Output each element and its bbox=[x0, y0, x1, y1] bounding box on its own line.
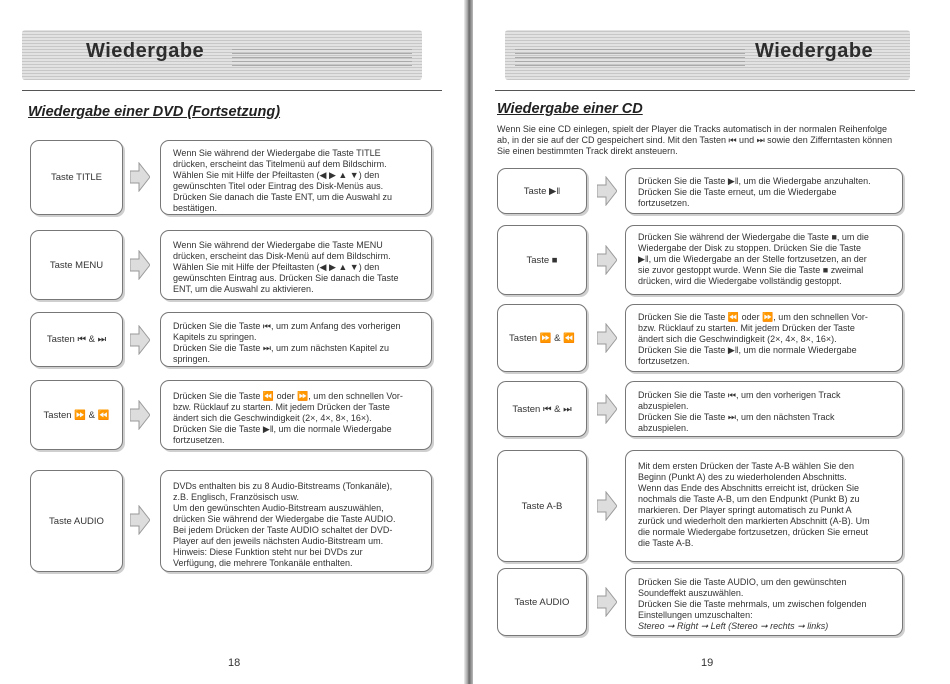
description-text: Mit dem ersten Drücken der Taste A-B wählen Sie den Beginn (Punkt A) des zu wiederholenden Abschnitts. Wenn das Ende des Abschnitts erreicht ist, drücken Sie nochmals die Taste A-B, um den Endpunkt (Punkt B) zu markieren. Der Player springt automatisch zu Punkt A zurück und wiederholt den markierten Abschnitt (A-B). Um die normale Wiedergabe fortzusetzen, drücken Sie erneut die Taste A-B. bbox=[638, 461, 870, 548]
description-text: Drücken Sie die Taste ▶‖, um die Wiedergabe anzuhalten. Drücken Sie die Taste erneut, um die Wiedergabe fortzusetzen. bbox=[638, 176, 871, 208]
description-box bbox=[160, 470, 432, 572]
key-label-play-pause: Taste ▶‖ bbox=[497, 168, 587, 214]
description-text: Wenn Sie während der Wiedergabe die Taste MENU drücken, erscheint das Disk-Menü auf dem Bildschirm. Wählen Sie mit Hilfe der Pfeiltasten (◀ ▶ ▲ ▼) den gewünschten Eintrag aus. Drücken Sie danach die Taste ENT, um die Auswahl zu aktivieren. bbox=[173, 240, 399, 294]
description-text: Wenn Sie während der Wiedergabe die Taste TITLE drücken, erscheint das Titelmenü auf dem Bildschirm. Wählen Sie mit Hilfe der Pfeiltasten (◀ ▶ ▲ ▼) den gewünschten Titel oder Eintrag des Disk-Menüs aus. Drücken Sie danach die Taste ENT, um die Auswahl zu bestätigen. bbox=[173, 148, 392, 213]
right-page bbox=[475, 0, 950, 684]
intro-text: Wenn Sie eine CD einlegen, spielt der Player die Tracks automatisch in der normalen Reihenfolge ab, in der sie auf der CD gespeichert sind. Mit den Tasten ⏮ und ⏭ sowie den Zifferntasten können Sie einen bestimmten Track direkt ansteuern. bbox=[497, 124, 893, 156]
key-label-stop: Taste ■ bbox=[497, 225, 587, 295]
description-text: DVDs enthalten bis zu 8 Audio-Bitstreams (Tonkanäle), z.B. Englisch, Französisch usw. Um den gewünschten Audio-Bitstream auszuwählen, drücken Sie während der Wiedergabe die Taste AUDIO. Bei jedem Drücken der Taste AUDIO schaltet der DVD- Player auf den jeweils nächsten Audio-Bitstream um. Hinweis: Diese Funktion steht nur bei DVDs zur Verfügung, die mehrere Tonkanäle enthalten. bbox=[173, 481, 396, 568]
arrow-right-icon bbox=[597, 245, 617, 275]
banner-decoration bbox=[232, 46, 412, 66]
book-spine bbox=[464, 0, 473, 684]
key-label-skip: Tasten ⏮ & ⏭ bbox=[497, 381, 587, 437]
arrow-right-icon bbox=[597, 394, 617, 424]
description-box bbox=[160, 312, 432, 367]
arrow-right-icon bbox=[597, 176, 617, 206]
arrow-right-icon bbox=[597, 491, 617, 521]
description-text: Drücken Sie während der Wiedergabe die Taste ■, um die Wiedergabe der Disk zu stoppen. Drücken Sie die Taste ▶‖, um die Wiedergabe an der Stelle fortzusetzen, an der sie zuvor gestoppt wurde. Wenn Sie die Taste ■ zweimal drücken, wird die Wiedergabe vollständig gestoppt. bbox=[638, 232, 869, 286]
arrow-right-icon bbox=[130, 250, 150, 280]
description-box bbox=[625, 168, 903, 214]
description-text: Drücken Sie die Taste ⏮, um zum Anfang des vorherigen Kapitels zu springen. Drücken Sie die Taste ⏭, um zum nächsten Kapitel zu springen. bbox=[173, 321, 401, 364]
description-box bbox=[625, 304, 903, 372]
description-box bbox=[160, 380, 432, 450]
page-number: 19 bbox=[701, 657, 714, 669]
description-text: Drücken Sie die Taste ⏪ oder ⏩, um den schnellen Vor- bzw. Rücklauf zu starten. Mit jedem Drücken der Taste ändert sich die Geschwindigkeit (2×, 4×, 8×, 16×). Drücken Sie die Taste ▶‖, um die normale Wiedergabe fortzusetzen. bbox=[638, 312, 868, 366]
divider bbox=[495, 90, 915, 91]
key-label-menu: Taste MENU bbox=[30, 230, 123, 300]
arrow-right-icon bbox=[130, 162, 150, 192]
key-label-a-b: Taste A-B bbox=[497, 450, 587, 562]
section-heading: Wiedergabe einer DVD (Fortsetzung) bbox=[28, 104, 281, 120]
description-box bbox=[625, 568, 903, 636]
section-heading: Wiedergabe einer CD bbox=[497, 101, 643, 117]
key-label-audio: Taste AUDIO bbox=[497, 568, 587, 636]
description-text: Drücken Sie die Taste ⏪ oder ⏩, um den schnellen Vor- bzw. Rücklauf zu starten. Mit jedem Drücken der Taste ändert sich die Geschwindigkeit (2×, 4×, 8×, 16×). Drücken Sie die Taste ▶‖, um die normale Wiedergabe fortzusetzen. bbox=[173, 391, 403, 445]
banner-decoration bbox=[515, 46, 745, 66]
description-text: Drücken Sie die Taste AUDIO, um den gewünschten Soundeffekt auszuwählen. Drücken Sie die Taste mehrmals, um zwischen folgenden Einstellungen umzuschalten: bbox=[638, 577, 867, 620]
banner-title: Wiedergabe bbox=[86, 40, 205, 62]
key-label-search: Tasten ⏩ & ⏪ bbox=[497, 304, 587, 372]
description-box bbox=[160, 140, 432, 215]
arrow-right-icon bbox=[130, 400, 150, 430]
description-box bbox=[625, 381, 903, 437]
page-number: 18 bbox=[228, 657, 241, 669]
key-label-search: Tasten ⏩ & ⏪ bbox=[30, 380, 123, 450]
description-box bbox=[625, 225, 903, 295]
divider bbox=[22, 90, 442, 91]
description-text: Drücken Sie die Taste ⏮, um den vorherigen Track abzuspielen. Drücken Sie die Taste ⏭, um den nächsten Track abzuspielen. bbox=[638, 390, 841, 433]
key-label-skip: Tasten ⏮ & ⏭ bbox=[30, 312, 123, 367]
arrow-right-icon bbox=[130, 505, 150, 535]
banner-title: Wiedergabe bbox=[755, 40, 874, 62]
arrow-right-icon bbox=[130, 325, 150, 355]
arrow-right-icon bbox=[597, 587, 617, 617]
key-label-audio: Taste AUDIO bbox=[30, 470, 123, 572]
arrow-right-icon bbox=[597, 323, 617, 353]
description-box bbox=[625, 450, 903, 562]
description-box bbox=[160, 230, 432, 300]
section-banner bbox=[505, 30, 910, 80]
section-banner bbox=[22, 30, 422, 80]
audio-mode-sequence: Stereo ➞ Right ➞ Left (Stereo ➞ rechts ➞ links) bbox=[638, 621, 829, 631]
left-page bbox=[0, 0, 465, 684]
key-label-title: Taste TITLE bbox=[30, 140, 123, 215]
